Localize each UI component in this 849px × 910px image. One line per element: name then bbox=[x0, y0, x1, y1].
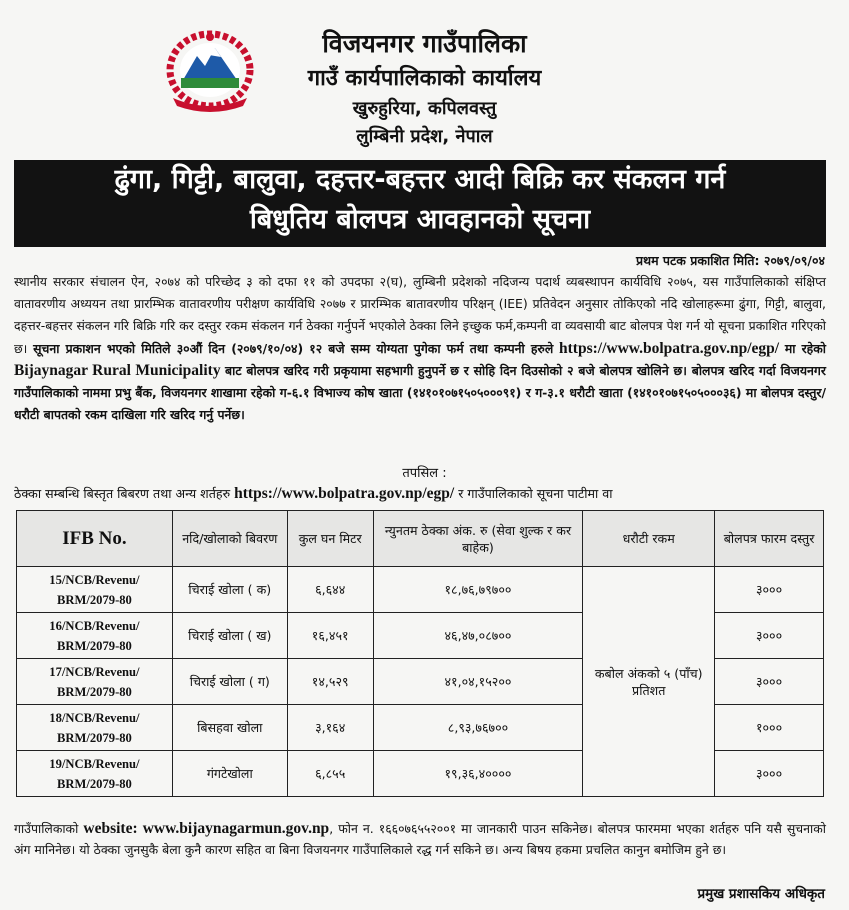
office-province: लुम्बिनी प्रदेश, नेपाल bbox=[356, 126, 493, 147]
fee-cell: ३००० bbox=[715, 613, 824, 659]
municipality-english-name: Bijaynagar Rural Municipality bbox=[14, 361, 221, 379]
website-link[interactable]: www.bijaynagarmun.gov.np bbox=[142, 820, 330, 837]
ifb-number-cell: 15/NCB/Revenu/ BRM/2079-80 bbox=[17, 567, 173, 613]
fee-cell: ३००० bbox=[715, 751, 824, 797]
river-cell: बिसहवा खोला bbox=[172, 705, 287, 751]
river-cell: चिराई खोला ( ख) bbox=[172, 613, 287, 659]
office-location: खुरुहुरिया, कपिलवस्तु bbox=[352, 98, 497, 119]
footer-contact-text: , फोन न. १६६०७६५५२००१ मा जानकारी पाउन सकिनेछ। बोलपत्र फारममा भएका शर्तहरु पनि यसै सुचनाको अंग मानिनेछ। यो ठेक्का जुनसुकै बेला कुनै कारण सहित वा बिना विजयनगर गाउँपालिकाले रद्ध गर्न सकिने छ। अन्य बिषय हकमा प्रचलित कानुन बमोजिम हुने छ। bbox=[14, 821, 826, 857]
header-min-amount: न्युनतम ठेक्का अंक. रु (सेवा शुल्क र कर बाहेक) bbox=[373, 511, 583, 567]
volume-cell: १६,४५१ bbox=[287, 613, 373, 659]
ifb-number-cell: 17/NCB/Revenu/ BRM/2079-80 bbox=[17, 659, 173, 705]
details-intro-suffix: र गाउँपालिकाको सूचना पाटीमा वा bbox=[458, 486, 613, 501]
details-intro-text: ठेक्का सम्बन्धि बिस्तृत बिबरण तथा अन्य शर्तहरु bbox=[14, 486, 231, 501]
bolpatra-link[interactable]: https://www.bolpatra.gov.np/egp/ bbox=[559, 339, 780, 357]
municipality-name: विजयनगर गाउँपालिका bbox=[322, 29, 527, 58]
fee-cell: ३००० bbox=[715, 659, 824, 705]
body-paragraph-intro: स्थानीय सरकार संचालन ऐन, २०७४ को परिच्छेद ३ को दफा ११ को उपदफा २(घ), लुम्बिनी प्रदेशको नदिजन्य पदार्थ व्यबस्थापन कार्यविधि २०७५, यस गाउँपालिकाको संक्षिप्त वातावरणीय अध्ययन तथा प्रारम्भिक वातावरणीय परीक्षण कार्यविधि २०७७ र प्रारम्भिक बातावरणीय परिक्षन् (IEE) प्रतिवेदन अनुसार तोकिएको नदि खोलाहरूमा ढुंगा, गिट्टी, बालुवा, दहत्तर-बहत्तर संकलन गरि बिक्रि गरि कर दस्तुर रकम संकलन गर्न ठेक्का गर्नुपर्ने भएकोले ठेक्का लिने इच्छुक फर्म,कम्पनी वा व्यवसायी बाट बोलपत्र पेश गर्न यो सूचना प्रकाशित गरिएको छ। bbox=[14, 274, 826, 356]
notice-footer bbox=[14, 818, 826, 860]
ifb-number-cell: 19/NCB/Revenu/ BRM/2079-80 bbox=[17, 751, 173, 797]
details-intro-line bbox=[14, 485, 613, 503]
header-deposit: धरौटी रकम bbox=[583, 511, 715, 567]
deposit-cell: कबोल अंकको ५ (पाँच) प्रतिशत bbox=[583, 567, 715, 797]
fee-cell: १००० bbox=[715, 705, 824, 751]
min-amount-cell: ४६,४७,०८७०० bbox=[373, 613, 583, 659]
min-amount-cell: १८,७६,७९७०० bbox=[373, 567, 583, 613]
header-volume: कुल घन मिटर bbox=[287, 511, 373, 567]
office-name: गाउँ कार्यपालिकाको कार्यालय bbox=[307, 66, 542, 91]
river-cell: चिराई खोला ( ग) bbox=[172, 659, 287, 705]
fee-cell: ३००० bbox=[715, 567, 824, 613]
signature-title: प्रमुख प्रशासकिय अधिकृत bbox=[697, 886, 825, 902]
header-ifb-no: IFB No. bbox=[17, 511, 173, 567]
website-label: website: bbox=[83, 820, 138, 837]
notice-body bbox=[14, 271, 826, 426]
volume-cell: ३,१६४ bbox=[287, 705, 373, 751]
ifb-table bbox=[16, 510, 824, 797]
volume-cell: ६,८५५ bbox=[287, 751, 373, 797]
body-purchase-instructions: बाट बोलपत्र खरिद गरी प्रकृयामा सहभागी हुनुपर्ने छ र सोहि दिन दिउसोको २ बजे बोलपत्र खोलिने छ। बोलपत्र खरिद गर्दा विजयनगर गाउँपालिकाको नाममा प्रभु बैंक, विजयनगर शाखामा रहेको ग-६.१ विभाज्य कोष खाता (१४१०१०७१५०५०००९१) र ग-३.१ धरौटी खाता (१४१०१०७१५०५०००३६) मा बोलपत्र दस्तुर/धरौटी बापतको रकम दाखिला गरि खरिद गर्नु पर्नेछ। bbox=[14, 362, 826, 423]
river-cell: गंगटेखोला bbox=[172, 751, 287, 797]
details-heading: तपसिल : bbox=[402, 466, 447, 481]
table-header-row bbox=[17, 511, 824, 567]
header-fee: बोलपत्र फारम दस्तुर bbox=[715, 511, 824, 567]
ifb-number-cell: 18/NCB/Revenu/ BRM/2079-80 bbox=[17, 705, 173, 751]
min-amount-cell: ८,९३,७६७०० bbox=[373, 705, 583, 751]
notice-header bbox=[0, 0, 849, 160]
details-bolpatra-link[interactable]: https://www.bolpatra.gov.np/egp/ bbox=[234, 485, 455, 502]
body-text-ma-raheko: मा रहेको bbox=[784, 340, 826, 356]
notice-title-banner bbox=[14, 160, 826, 247]
footer-prefix: गाउँपालिकाको bbox=[14, 821, 79, 836]
ifb-number-cell: 16/NCB/Revenu/ BRM/2079-80 bbox=[17, 613, 173, 659]
header-river: नदि/खोलाको बिवरण bbox=[172, 511, 287, 567]
volume-cell: १४,५२९ bbox=[287, 659, 373, 705]
min-amount-cell: ४१,०४,१५२०० bbox=[373, 659, 583, 705]
river-cell: चिराई खोला ( क) bbox=[172, 567, 287, 613]
notice-title-line1: ढुंगा, गिट्टी, बालुवा, दहत्तर-बहत्तर आदी बिक्रि कर संकलन गर्न bbox=[114, 164, 726, 195]
notice-title-line2: बिधुतिय बोलपत्र आवहानको सूचना bbox=[249, 204, 591, 235]
published-date: प्रथम पटक प्रकाशित मिति: २०७९/०९/०४ bbox=[635, 253, 825, 268]
body-deadline-text: सूचना प्रकाशन भएको मितिले ३०औं दिन (२०७९/१०/०४) १२ बजे सम्म योग्यता पुगेका फर्म तथा कम्पनी हरुले bbox=[33, 340, 554, 356]
min-amount-cell: १९,३६,४०००० bbox=[373, 751, 583, 797]
table-row bbox=[17, 567, 824, 613]
volume-cell: ६,६४४ bbox=[287, 567, 373, 613]
